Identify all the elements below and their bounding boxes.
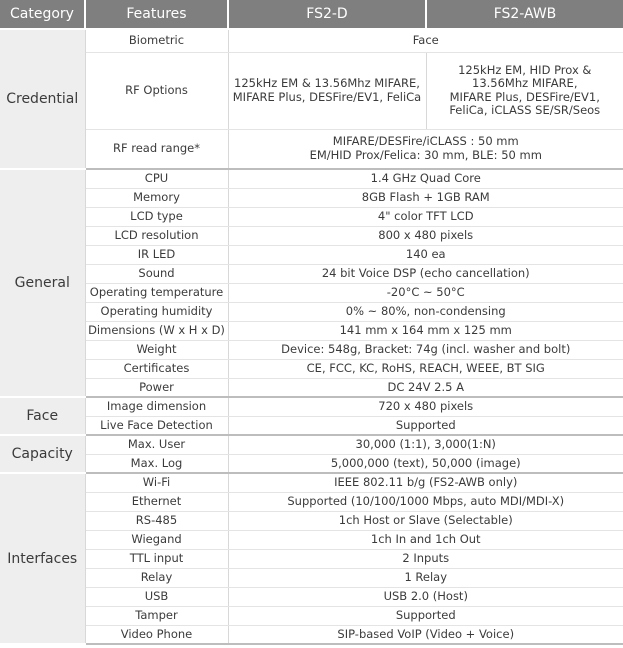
table-row — [0, 416, 623, 435]
rf-fs2d-line: MIFARE Plus, DESFire/EV1, FeliCa — [232, 89, 422, 104]
header-fs2awb: FS2-AWB — [426, 0, 623, 29]
value-cell: 24 bit Voice DSP (echo cancellation) — [228, 264, 623, 283]
rf-fs2awb-line: 125kHz EM, HID Prox & — [458, 62, 592, 77]
value-biometric: Face — [228, 29, 623, 52]
feature-cell: Relay — [85, 568, 228, 587]
value-cell: 2 Inputs — [228, 549, 623, 568]
table-row — [0, 129, 623, 169]
feature-cell: Max. Log — [85, 454, 228, 473]
table-row — [0, 340, 623, 359]
table-row — [0, 473, 623, 492]
feature-cell: CPU — [85, 169, 228, 188]
feature-cell: Wiegand — [85, 530, 228, 549]
category-interfaces: Interfaces — [0, 473, 85, 644]
table-row — [0, 606, 623, 625]
feature-rf-range: RF read range* — [85, 129, 228, 169]
table-row — [0, 207, 623, 226]
table-row — [0, 188, 623, 207]
feature-cell: Image dimension — [85, 397, 228, 416]
value-cell: 140 ea — [228, 245, 623, 264]
table-row — [0, 226, 623, 245]
table-row — [0, 321, 623, 340]
value-cell: Supported — [228, 416, 623, 435]
feature-biometric: Biometric — [85, 29, 228, 52]
category-credential: Credential — [0, 29, 85, 169]
category-capacity: Capacity — [0, 435, 85, 473]
header-features: Features — [85, 0, 228, 29]
feature-cell: USB — [85, 587, 228, 606]
feature-cell: TTL input — [85, 549, 228, 568]
table-row — [0, 169, 623, 188]
feature-cell: RS-485 — [85, 511, 228, 530]
table-row — [0, 625, 623, 644]
table-row — [0, 378, 623, 397]
value-rf-range — [228, 129, 623, 169]
table-row — [0, 492, 623, 511]
feature-cell: Wi-Fi — [85, 473, 228, 492]
table-row — [0, 587, 623, 606]
feature-cell: Ethernet — [85, 492, 228, 511]
header-fs2d: FS2-D — [228, 0, 426, 29]
value-cell: 0% ~ 80%, non-condensing — [228, 302, 623, 321]
table-row — [0, 397, 623, 416]
value-cell: 1.4 GHz Quad Core — [228, 169, 623, 188]
feature-cell: Certificates — [85, 359, 228, 378]
table-row — [0, 568, 623, 587]
value-cell: SIP-based VoIP (Video + Voice) — [228, 625, 623, 644]
value-cell: -20°C ~ 50°C — [228, 283, 623, 302]
feature-cell: Dimensions (W x H x D) — [85, 321, 228, 340]
value-cell: 800 x 480 pixels — [228, 226, 623, 245]
feature-cell: Video Phone — [85, 625, 228, 644]
table-row — [0, 435, 623, 454]
rf-range-line: MIFARE/DESFire/iCLASS : 50 mm — [332, 134, 519, 149]
header-category: Category — [0, 0, 85, 29]
feature-rf-options: RF Options — [85, 52, 228, 129]
feature-cell: LCD type — [85, 207, 228, 226]
value-cell: IEEE 802.11 b/g (FS2-AWB only) — [228, 473, 623, 492]
value-cell: 1ch Host or Slave (Selectable) — [228, 511, 623, 530]
table-row — [0, 29, 623, 52]
feature-cell: Live Face Detection — [85, 416, 228, 435]
value-cell: Supported — [228, 606, 623, 625]
value-cell: Device: 548g, Bracket: 74g (incl. washer and bolt) — [228, 340, 623, 359]
table-row — [0, 359, 623, 378]
table-row — [0, 530, 623, 549]
table-row — [0, 52, 623, 129]
value-cell: 5,000,000 (text), 50,000 (image) — [228, 454, 623, 473]
header-row — [0, 0, 623, 29]
value-cell: Supported (10/100/1000 Mbps, auto MDI/MDI-X) — [228, 492, 623, 511]
table-row — [0, 302, 623, 321]
feature-cell: Max. User — [85, 435, 228, 454]
rf-fs2awb-line: 13.56Mhz MIFARE, — [472, 76, 578, 90]
table-row — [0, 511, 623, 530]
category-general: General — [0, 169, 85, 397]
feature-cell: Operating temperature — [85, 283, 228, 302]
value-cell: DC 24V 2.5 A — [228, 378, 623, 397]
value-rf-options-fs2d — [228, 52, 426, 129]
value-cell: 720 x 480 pixels — [228, 397, 623, 416]
value-cell: 4" color TFT LCD — [228, 207, 623, 226]
value-cell: USB 2.0 (Host) — [228, 587, 623, 606]
feature-cell: Operating humidity — [85, 302, 228, 321]
table-row — [0, 454, 623, 473]
table-row — [0, 245, 623, 264]
feature-cell: Memory — [85, 188, 228, 207]
value-cell: 1ch In and 1ch Out — [228, 530, 623, 549]
value-rf-options-fs2awb — [426, 52, 623, 129]
value-cell: 141 mm x 164 mm x 125 mm — [228, 321, 623, 340]
rf-fs2awb-line: MIFARE Plus, DESFire/EV1, — [449, 89, 600, 104]
feature-cell: Sound — [85, 264, 228, 283]
rf-fs2awb-line: FeliCa, iCLASS SE/SR/Seos — [449, 103, 601, 117]
table-row — [0, 283, 623, 302]
feature-cell: Weight — [85, 340, 228, 359]
feature-cell: Power — [85, 378, 228, 397]
rf-range-line: EM/HID Prox/Felica: 30 mm, BLE: 50 mm — [309, 147, 542, 162]
feature-cell: IR LED — [85, 245, 228, 264]
category-face: Face — [0, 397, 85, 435]
value-cell: 30,000 (1:1), 3,000(1:N) — [228, 435, 623, 454]
value-cell: 8GB Flash + 1GB RAM — [228, 188, 623, 207]
rf-fs2d-line: 125kHz EM & 13.56Mhz MIFARE, — [234, 76, 420, 90]
feature-cell: LCD resolution — [85, 226, 228, 245]
feature-cell: Tamper — [85, 606, 228, 625]
value-cell: 1 Relay — [228, 568, 623, 587]
table-row — [0, 264, 623, 283]
value-cell: CE, FCC, KC, RoHS, REACH, WEEE, BT SIG — [228, 359, 623, 378]
table-row — [0, 549, 623, 568]
